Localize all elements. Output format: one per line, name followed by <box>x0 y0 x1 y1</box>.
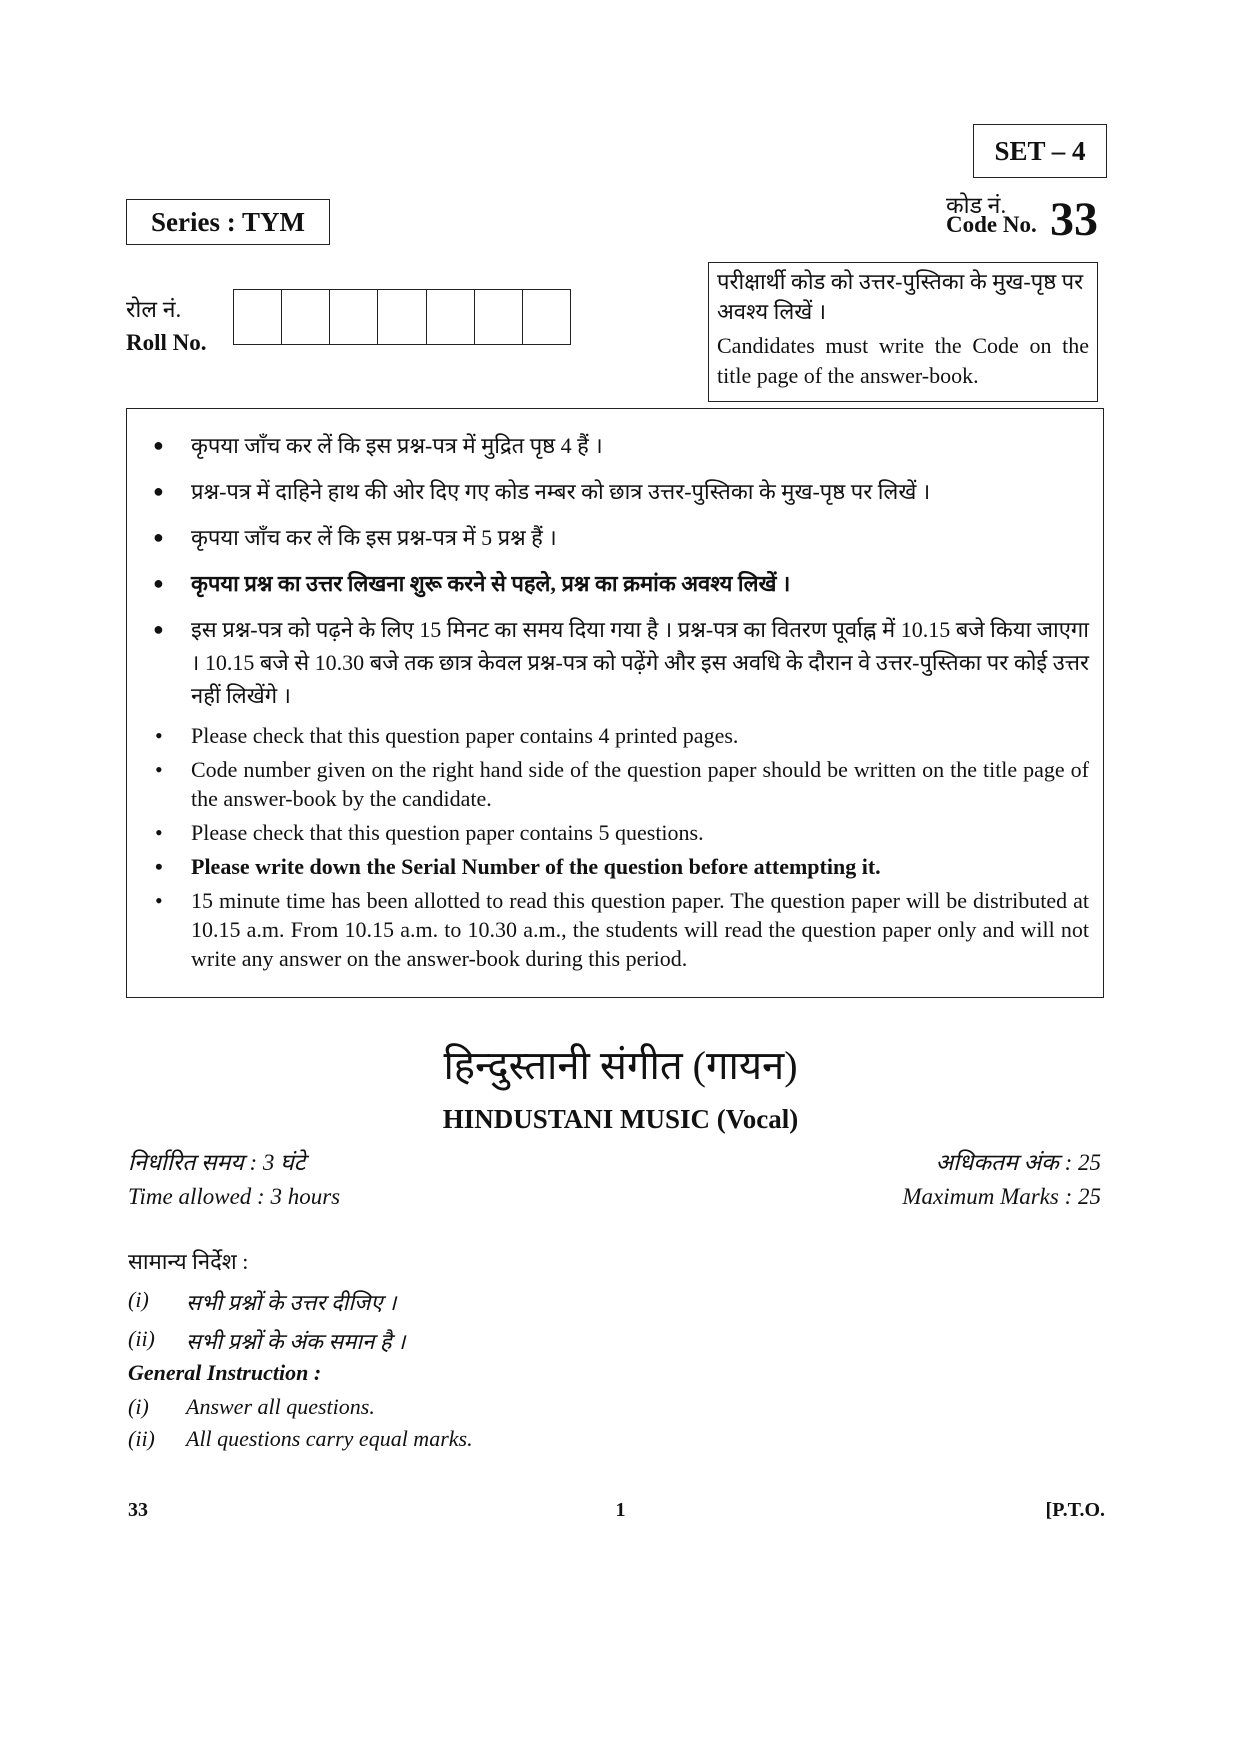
general-instructions-hindi-title: सामान्य निर्देश : <box>128 1249 249 1274</box>
general-instruction-hindi-item <box>128 1287 396 1317</box>
roll-digit-box[interactable] <box>523 290 570 344</box>
instruction-english-item: • Please check that this question paper contains 5 questions. <box>151 818 1089 847</box>
instructions-box <box>126 408 1104 998</box>
code-label-hindi: कोड नं. <box>946 193 1007 218</box>
candidate-note-hindi: परीक्षार्थी कोड को उत्तर-पुस्तिका के मुख-पृष्ठ पर अवश्य लिखें । <box>717 269 1084 324</box>
roll-label-english: Roll No. <box>126 330 207 355</box>
item-text: Answer all questions. <box>186 1394 375 1419</box>
roll-digit-box[interactable] <box>378 290 426 344</box>
instruction-hindi-item: ● कृपया प्रश्न का उत्तर लिखना शुरू करने से पहले, प्रश्न का क्रमांक अवश्य लिखें । <box>151 567 1089 600</box>
instruction-hindi-item: ● कृपया जाँच कर लें कि इस प्रश्न-पत्र में मुद्रित पृष्ठ 4 हैं । <box>151 429 1089 462</box>
instructions-english-list <box>151 721 1089 973</box>
series-box <box>126 199 330 245</box>
code-number: 33 <box>1050 193 1098 246</box>
series-label: Series : TYM <box>151 206 305 237</box>
code-label-english: Code No. <box>946 212 1037 237</box>
roll-digit-box[interactable] <box>234 290 282 344</box>
instruction-english-item: • Code number given on the right hand side of the question paper should be written on the title page of the answer-book by the candidate. <box>151 755 1089 813</box>
maximum-marks-english: Maximum Marks : 25 <box>902 1184 1101 1209</box>
instruction-hindi-item: ● कृपया जाँच कर लें कि इस प्रश्न-पत्र में 5 प्रश्न हैं । <box>151 521 1089 554</box>
footer-code: 33 <box>128 1499 148 1521</box>
paper-title-english: HINDUSTANI MUSIC (Vocal) <box>442 1104 799 1134</box>
roll-digit-box[interactable] <box>282 290 330 344</box>
footer-pto: [P.T.O. <box>1045 1499 1105 1521</box>
roll-digit-box[interactable] <box>475 290 523 344</box>
general-instruction-english-item <box>128 1394 375 1420</box>
candidate-note-english: Candidates must write the Code on the title page of the answer-book. <box>717 333 1089 388</box>
general-instruction-hindi-item <box>128 1326 405 1356</box>
instruction-english-item: • 15 minute time has been allotted to read this question paper. The question paper will be distributed at 10.15 a.m. From 10.15 a.m. to 10.30 a.m., the students will read the question paper only and will not write any answer on the answer-book during this period. <box>151 886 1089 973</box>
maximum-marks-hindi: अधिकतम अंक : 25 <box>935 1150 1101 1175</box>
instruction-hindi-item: ● प्रश्न-पत्र में दाहिने हाथ की ओर दिए गए कोड नम्बर को छात्र उत्तर-पुस्तिका के मुख-पृष्ठ पर लिखें । <box>151 475 1089 508</box>
roll-digit-box[interactable] <box>330 290 378 344</box>
time-allowed-hindi: निर्धारित समय : 3 घंटे <box>128 1150 306 1175</box>
item-number: (i) <box>128 1287 149 1312</box>
general-instructions-english-title: General Instruction : <box>128 1360 322 1385</box>
time-allowed-english: Time allowed : 3 hours <box>128 1184 341 1209</box>
instructions-hindi-list <box>151 429 1089 712</box>
instruction-hindi-item: ● इस प्रश्न-पत्र को पढ़ने के लिए 15 मिनट का समय दिया गया है । प्रश्न-पत्र का वितरण पूर्वाह्न में 10.15 बजे किया जाएगा । 10.15 बजे से 10.30 बजे तक छात्र केवल प्रश्न-पत्र को पढ़ेंगे और इस अवधि के दौरान वे उत्तर-पुस्तिका पर कोई उत्तर नहीं लिखेंगे । <box>151 613 1089 712</box>
roll-number-boxes[interactable] <box>233 289 571 345</box>
item-number: (i) <box>128 1394 149 1419</box>
roll-digit-box[interactable] <box>427 290 475 344</box>
set-box <box>973 124 1107 178</box>
paper-title-hindi: हिन्दुस्तानी संगीत (गायन) <box>443 1043 798 1088</box>
set-label: SET – 4 <box>994 135 1086 166</box>
instruction-english-item: • Please write down the Serial Number of the question before attempting it. <box>151 852 1089 881</box>
roll-label-hindi: रोल नं. <box>126 297 182 322</box>
footer-page-number: 1 <box>615 1499 626 1521</box>
candidate-note-box <box>708 262 1098 402</box>
item-number: (ii) <box>128 1326 155 1351</box>
item-text: All questions carry equal marks. <box>186 1426 473 1451</box>
item-number: (ii) <box>128 1426 155 1451</box>
item-text: सभी प्रश्नों के उत्तर दीजिए । <box>186 1290 397 1315</box>
item-text: सभी प्रश्नों के अंक समान है । <box>186 1329 406 1354</box>
instruction-english-item: • Please check that this question paper contains 4 printed pages. <box>151 721 1089 750</box>
general-instruction-english-item <box>128 1426 473 1452</box>
